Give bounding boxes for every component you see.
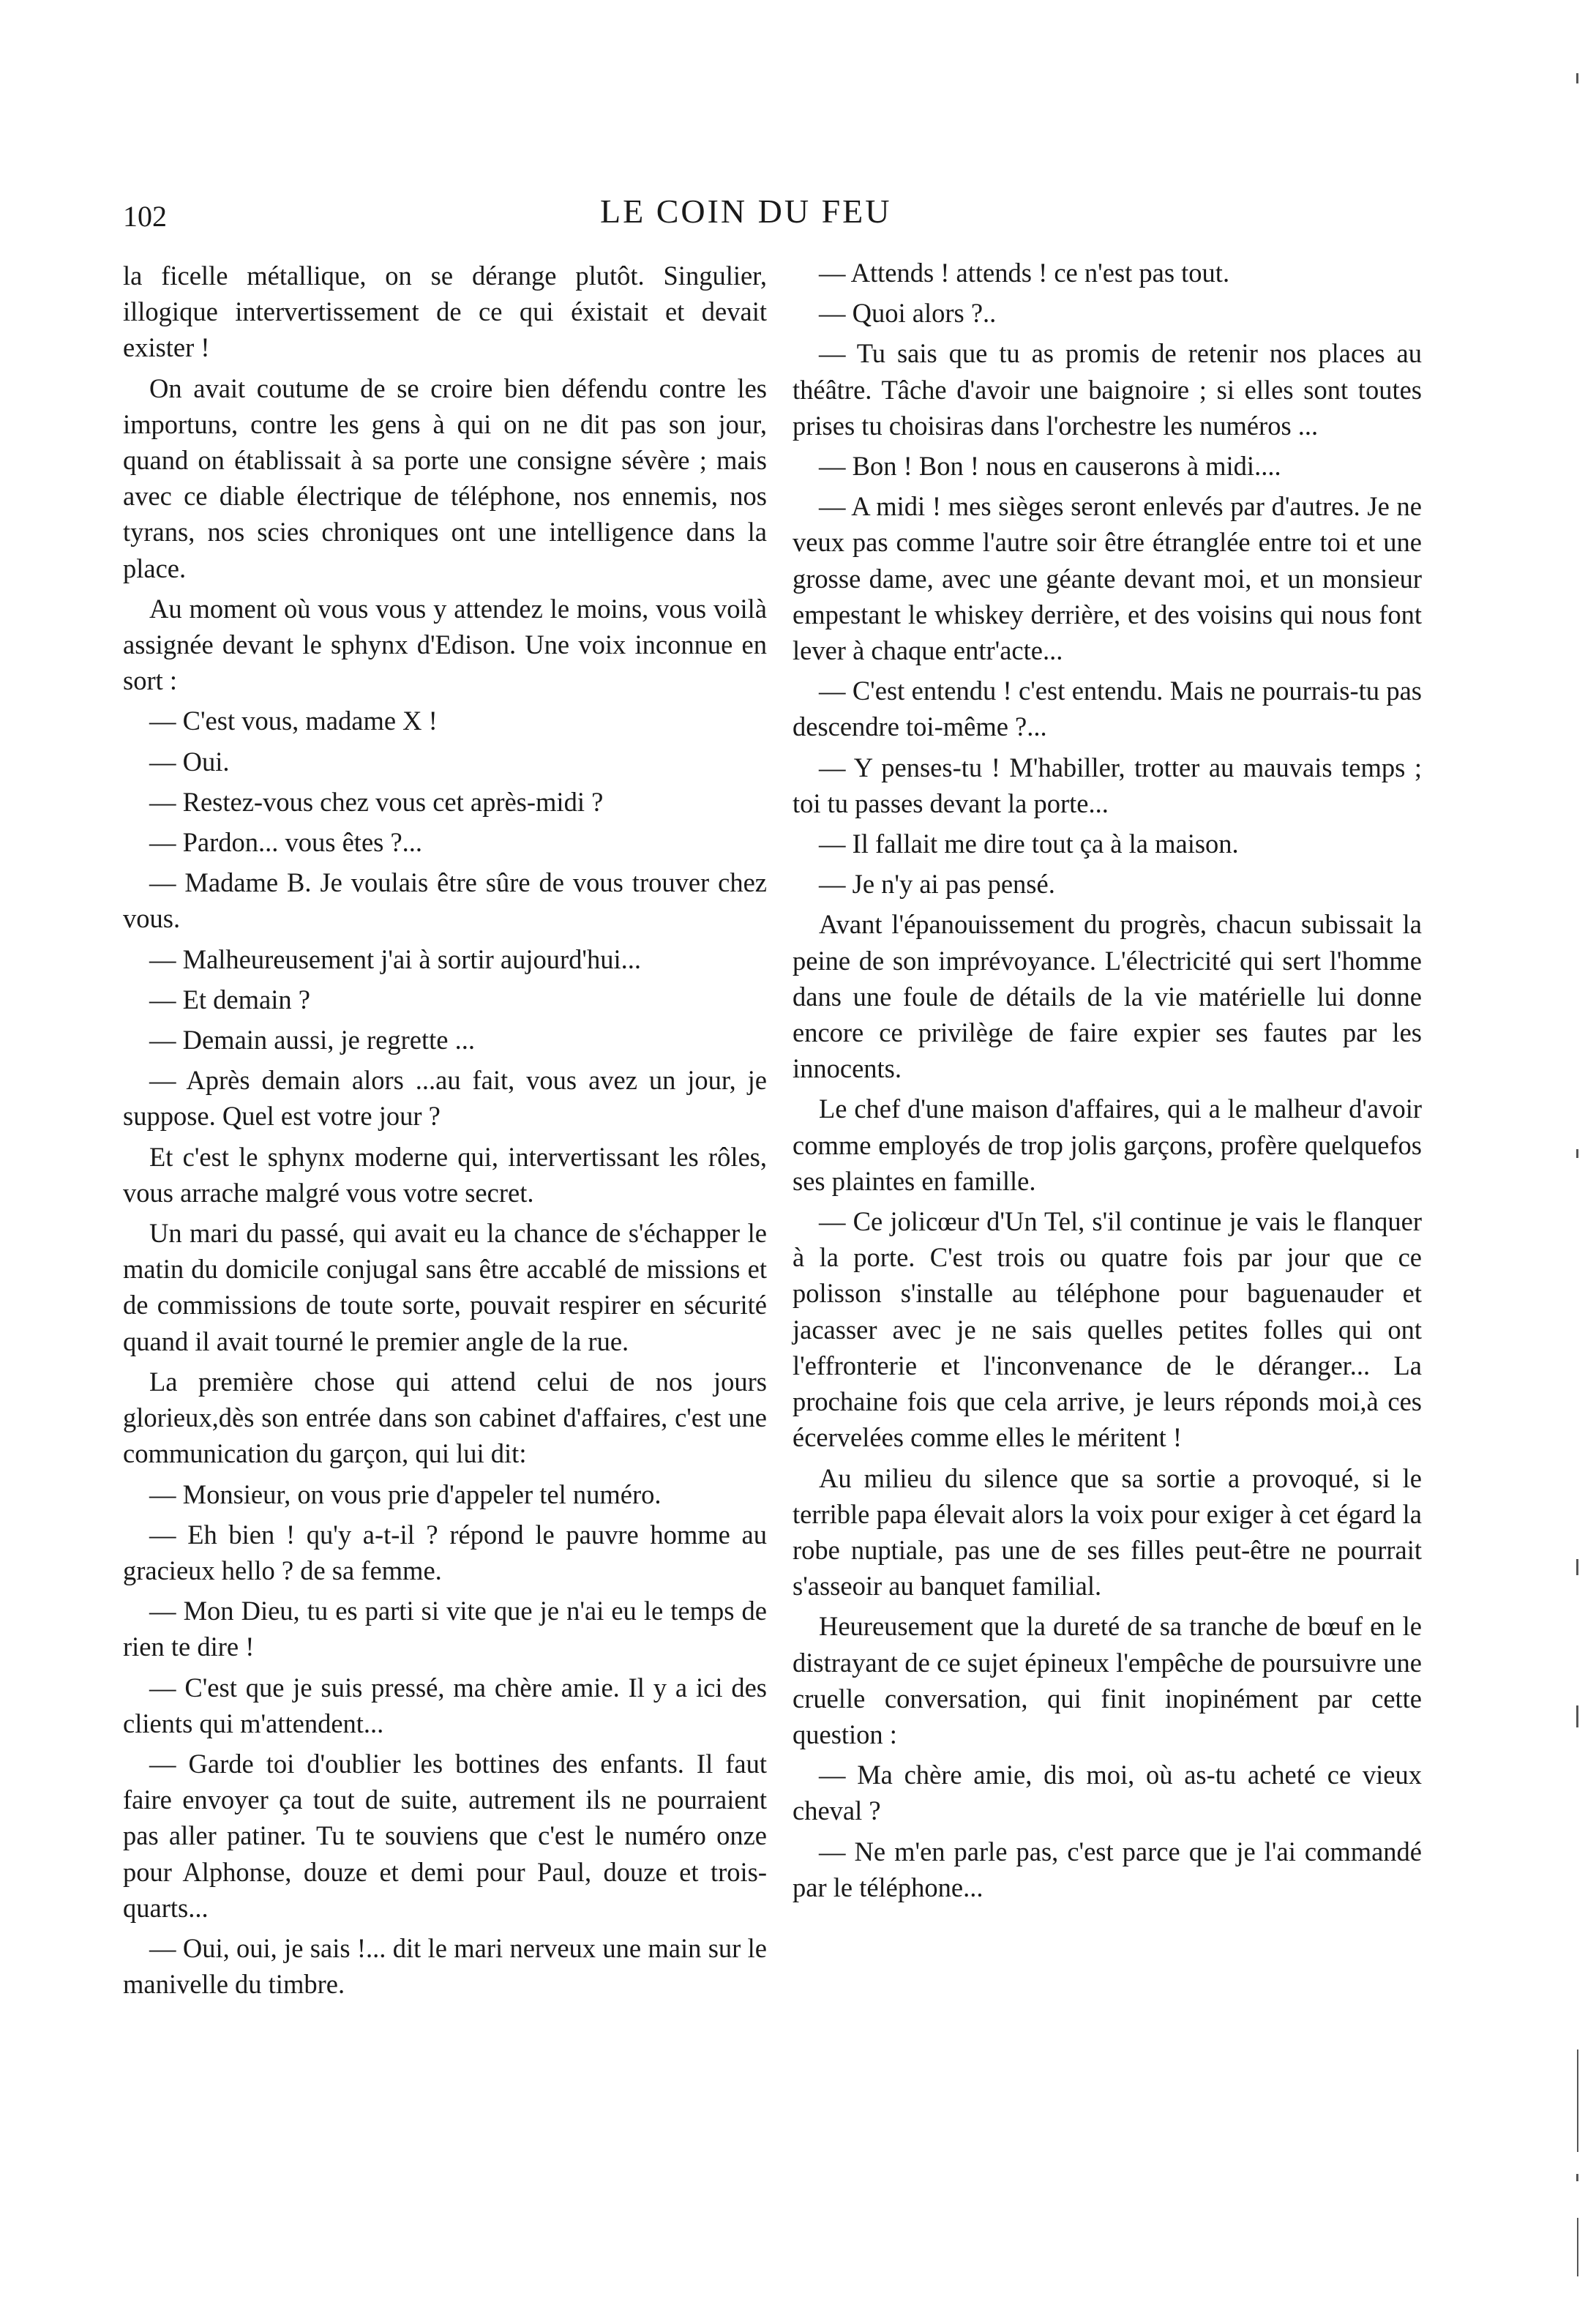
dialogue-line: — Y penses-tu ! M'habiller, trotter au mauvais temps ; toi tu passes devant la porte... [793,752,1422,818]
dialogue-line: — Mon Dieu, tu es parti si vite que je n'ai eu le temps de rien te dire ! [123,1596,767,1662]
dialogue-line: — Bon ! Bon ! nous en causerons à midi.... [819,451,1281,482]
page-number: 102 [123,200,167,233]
paragraph: Le chef d'une maison d'affaires, qui a le malheur d'avoir comme employés de trop jolis garçons, profère quelquefos ses plaintes en famille. [793,1094,1422,1196]
dialogue-line: — Attends ! attends ! ce n'est pas tout. [819,258,1230,288]
paragraph: Au milieu du silence que sa sortie a provoqué, si le terrible papa élevait alors la voix pour exiger à cet égard la robe nuptiale, pas une de ses filles peut-être ne pourrait s'asseoir au banquet familial. [793,1462,1422,1602]
running-title: LE COIN DU FEU [600,193,892,230]
dialogue-line: — Quoi alors ?.. [819,298,997,329]
paragraph: la ficelle métallique, on se dérange plutôt. Singulier, illogique intervertissement de ce qui éxistait et devait exister ! [123,261,767,363]
dialogue-line: — Demain aussi, je regrette ... [149,1025,475,1055]
dialogue-line: — Et demain ? [149,984,310,1014]
left-column [123,258,767,2006]
right-column [793,255,1422,1910]
dialogue-line: — Ne m'en parle pas, c'est parce que je l'ai commandé par le téléphone... [793,1836,1422,1902]
dialogue-line: — Pardon... vous êtes ?... [149,827,423,858]
dialogue-line: — Oui, oui, je sais !... dit le mari nerveux une main sur le manivelle du timbre. [123,1932,767,2000]
dialogue-line: — Monsieur, on vous prie d'appeler tel numéro. [149,1479,662,1509]
dialogue-line: — Malheureusement j'ai à sortir aujourd'hui... [149,943,642,974]
dialogue-line: — C'est que je suis pressé, ma chère amie. Il y a ici des clients qui m'attendent... [123,1672,767,1738]
dialogue-line: — Eh bien ! qu'y a-t-il ? répond le pauvre homme au gracieux hello ? de sa femme. [123,1519,767,1585]
dialogue-line: — Tu sais que tu as promis de retenir nos places au théâtre. Tâche d'avoir une baignoire ; si elles sont toutes prises tu choisiras dans l'orchestre les numéros ... [793,338,1422,441]
paragraph: On avait coutume de se croire bien défendu contre les importuns, contre les gens à qui on ne dit pas son jour, quand on établissait à sa porte une consigne sévère ; mais avec ce diable électrique de téléphone, nos ennemis, nos tyrans, nos scies chroniques ont une intelligence dans la place. [123,373,767,583]
dialogue-line: — Après demain alors ...au fait, vous avez un jour, je suppose. Quel est votre jour ? [123,1065,767,1132]
dialogue-line: — Oui. [149,746,230,777]
paragraph: Avant l'épanouissement du progrès, chacun subissait la peine de son imprévoyance. L'électricité qui sert l'homme dans une foule de détails de la vie matérielle lui donne encore ce privilège de faire expier ses fautes par les innocents. [793,909,1422,1084]
dialogue-line: — Restez-vous chez vous cet après-midi ? [149,786,604,817]
dialogue-line: — Ce jolicœur d'Un Tel, s'il continue je vais le flanquer à la porte. C'est trois ou quatre fois par jour que ce polisson s'installe au téléphone pour baguenauder et jacasser avec je ne sais quelles petites folles qui ont l'effronterie et l'inconvenance de le déranger... La prochaine fois que cela arrive, je leurs réponds moi,à ces écervelées comme elles le méritent ! [793,1206,1422,1453]
dialogue-line: — Madame B. Je voulais être sûre de vous trouver chez vous. [123,867,767,934]
paragraph: Heureusement que la dureté de sa tranche de bœuf en le distrayant de ce sujet épineux l'empêche de poursuivre une cruelle conversation, qui finit inopinément par cette question : [793,1611,1422,1749]
dialogue-line: — Garde toi d'oublier les bottines des enfants. Il faut faire envoyer ça tout de suite, autrement ils ne pourraient pas aller patiner. Tu te souviens que c'est le numéro onze pour Alphonse, douze et demi pour Paul, douze et trois-quarts... [123,1748,767,1923]
paragraph: Un mari du passé, qui avait eu la chance de s'échapper le matin du domicile conjugal sans être accablé de missions et de commissions de toute sorte, pouvait respirer en sécurité quand il avait tourné le premier angle de la rue. [123,1218,767,1356]
paragraph: La première chose qui attend celui de nos jours glorieux,dès son entrée dans son cabinet d'affaires, c'est une communication du garçon, qui lui dit: [123,1366,767,1469]
dialogue-line: — Ma chère amie, dis moi, où as-tu acheté ce vieux cheval ? [793,1760,1422,1826]
dialogue-line: — C'est entendu ! c'est entendu. Mais ne pourrais-tu pas descendre toi-même ?... [793,676,1422,742]
dialogue-line: — Il fallait me dire tout ça à la maison. [819,829,1239,859]
dialogue-line: — Je n'y ai pas pensé. [819,869,1055,900]
paragraph: Et c'est le sphynx moderne qui, intervertissant les rôles, vous arrache malgré vous votre secret. [123,1141,767,1208]
dialogue-line: — C'est vous, madame X ! [149,706,438,736]
dialogue-line: — A midi ! mes sièges seront enlevés par d'autres. Je ne veux pas comme l'autre soir être étranglée entre toi et une grosse dame, avec une géante devant moi, et un monsieur empestant le whiskey derrière, et des voisins qui nous font lever à chaque entr'acte... [793,491,1422,666]
paragraph: Au moment où vous vous y attendez le moins, vous voilà assignée devant le sphynx d'Edison. Une voix inconnue en sort : [123,593,767,696]
scan-edge-marks [1568,59,1583,2298]
